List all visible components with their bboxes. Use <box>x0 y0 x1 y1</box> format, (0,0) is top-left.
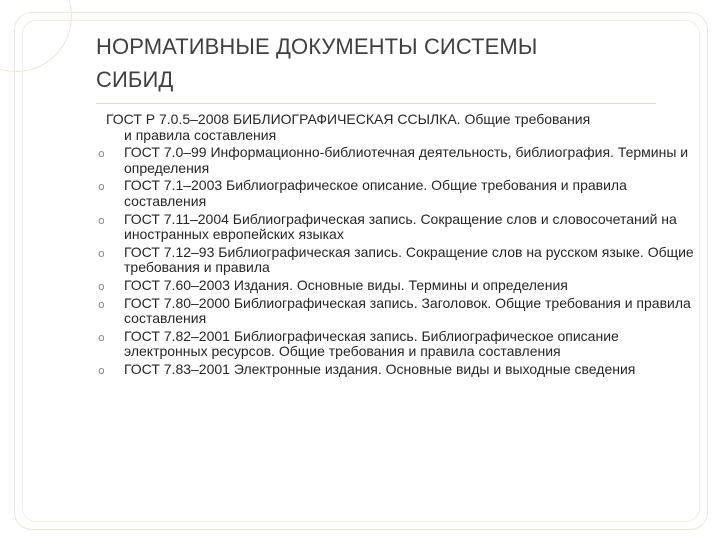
list-item-text: ГОСТ 7.11–2004 Библиографическая запись. Сокращение слов и словосочетаний на иностранных европейских языках <box>124 210 677 243</box>
list-item-text: ГОСТ 7.82–2001 Библиографическая запись. Библиографическое описание электронных ресурсов. Общие требования и правила составления <box>124 327 619 360</box>
list-item <box>98 278 698 294</box>
list-item-text: ГОСТ 7.80–2000 Библиографическая запись. Заголовок. Общие требования и правила составления <box>124 294 691 327</box>
list-item-text: ГОСТ 7.1–2003 Библиографическое описание. Общие требования и правила составления <box>124 177 627 209</box>
list-item <box>98 212 698 243</box>
bullet-icon: o <box>98 180 105 194</box>
lead-line-1: ГОСТ Р 7.0.5–2008 БИБЛИОГРАФИЧЕСКАЯ ССЫЛКА. Общие требования <box>106 111 591 127</box>
lead-paragraph <box>98 112 698 143</box>
bullet-icon: o <box>98 363 105 377</box>
bullet-icon: o <box>98 147 105 161</box>
bullet-icon: o <box>98 297 105 311</box>
lead-line-2: и правила составления <box>124 126 277 143</box>
list-item <box>98 178 698 209</box>
slide-title-line-1: НОРМАТИВНЫЕ ДОКУМЕНТЫ СИСТЕМЫ <box>96 34 538 59</box>
bullet-icon: o <box>98 246 105 260</box>
slide-title-line-2: СИБИД <box>96 67 174 92</box>
bullet-icon: o <box>98 279 105 293</box>
bullet-icon: o <box>98 330 105 344</box>
slide-title <box>96 30 656 96</box>
list-item-text: ГОСТ 7.83–2001 Электронные издания. Основные виды и выходные сведения <box>124 360 636 377</box>
list-item <box>98 329 698 360</box>
list-item <box>98 145 698 176</box>
list-item <box>98 245 698 276</box>
bullet-icon: o <box>98 213 105 227</box>
list-item-text: ГОСТ 7.12–93 Библиографическая запись. Сокращение слов на русском языке. Общие требования и правила <box>124 243 694 276</box>
list-item <box>98 362 698 378</box>
list-item-text: ГОСТ 7.0–99 Информационно-библиотечная деятельность, библиография. Термины и определения <box>124 144 689 176</box>
title-divider <box>96 103 656 104</box>
list-item <box>98 296 698 327</box>
slide-body <box>98 112 698 378</box>
list-item-text: ГОСТ 7.60–2003 Издания. Основные виды. Термины и определения <box>124 276 568 293</box>
